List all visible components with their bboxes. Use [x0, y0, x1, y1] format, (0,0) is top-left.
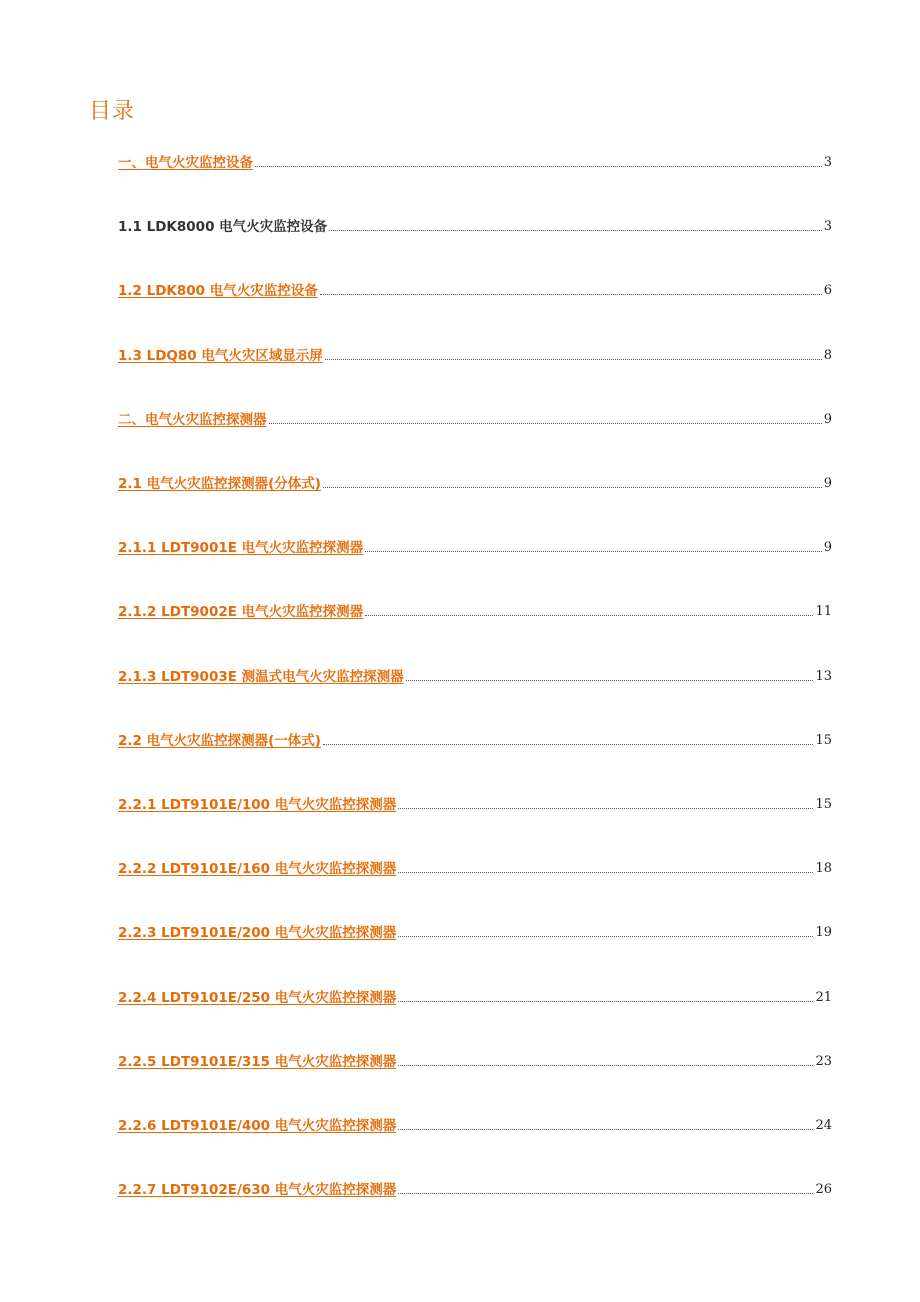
- toc-entry-page-number: 26: [815, 1182, 832, 1198]
- toc-entry-label[interactable]: 2.2.2 LDT9101E/160 电气火灾监控探测器: [118, 861, 397, 878]
- toc-dot-leader: [325, 359, 822, 360]
- toc-dot-leader: [269, 423, 822, 424]
- toc-entry-label[interactable]: 2.2.3 LDT9101E/200 电气火灾监控探测器: [118, 925, 397, 942]
- toc-entry-label[interactable]: 二、电气火灾监控探测器: [118, 411, 267, 428]
- toc-entry-label[interactable]: 2.2.4 LDT9101E/250 电气火灾监控探测器: [118, 989, 397, 1006]
- toc-entry-label[interactable]: 1.2 LDK800 电气火灾监控设备: [118, 283, 318, 300]
- toc-dot-leader: [398, 936, 813, 937]
- toc-entry-page-number: 19: [815, 925, 832, 941]
- toc-entry-page-number: 15: [815, 732, 832, 748]
- toc-dot-leader: [406, 680, 814, 681]
- toc-dot-leader: [365, 615, 813, 616]
- toc-entry[interactable]: [118, 856, 832, 878]
- toc-entry[interactable]: [118, 343, 832, 365]
- toc-entry-label[interactable]: 1.3 LDQ80 电气火灾区域显示屏: [118, 347, 323, 364]
- toc-entry-page-number: 23: [815, 1053, 832, 1069]
- toc-entry-page-number: 9: [823, 411, 832, 427]
- toc-entry-label[interactable]: 2.2.1 LDT9101E/100 电气火灾监控探测器: [118, 797, 397, 813]
- toc-entry[interactable]: [118, 1113, 832, 1135]
- toc-entry-page-number: 24: [815, 1118, 832, 1133]
- toc-dot-leader: [398, 872, 813, 873]
- toc-entry-label[interactable]: 2.1.3 LDT9003E 测温式电气火灾监控探测器: [118, 668, 404, 685]
- toc-entry-label: 1.1 LDK8000 电气火灾监控设备: [118, 219, 328, 236]
- toc-entry-label[interactable]: 2.1.2 LDT9002E 电气火灾监控探测器: [118, 604, 364, 621]
- toc-entry-label[interactable]: 2.1 电气火灾监控探测器(分体式): [118, 476, 321, 492]
- toc-entry[interactable]: [118, 985, 832, 1007]
- toc-entry[interactable]: [118, 1177, 832, 1199]
- toc-entry-page-number: 8: [823, 347, 832, 363]
- toc-entry-label[interactable]: 2.2.7 LDT9102E/630 电气火灾监控探测器: [118, 1182, 397, 1199]
- toc-entry-page-number: 18: [815, 861, 832, 877]
- toc-entry-page-number: 15: [815, 797, 832, 812]
- toc-entry-page-number: 9: [823, 540, 832, 556]
- toc-dot-leader: [398, 1065, 813, 1066]
- toc-entry[interactable]: [118, 535, 832, 557]
- toc-dot-leader: [365, 551, 822, 552]
- toc-dot-leader: [398, 808, 813, 809]
- toc-entry[interactable]: [118, 278, 832, 300]
- toc-dot-leader: [323, 487, 822, 488]
- toc-entry[interactable]: [118, 792, 832, 814]
- toc-entry-label[interactable]: 2.1.1 LDT9001E 电气火灾监控探测器: [118, 540, 364, 557]
- toc-entry-page-number: 3: [823, 155, 832, 170]
- toc-entry-page-number: 6: [823, 283, 832, 299]
- toc-dot-leader: [398, 1129, 813, 1130]
- toc-entry[interactable]: [118, 920, 832, 942]
- toc-dot-leader: [398, 1001, 813, 1002]
- toc-entry-page-number: 3: [823, 219, 832, 235]
- toc-entry-page-number: 11: [815, 604, 832, 620]
- toc-entry[interactable]: [118, 599, 832, 621]
- toc-entry-label[interactable]: 2.2 电气火灾监控探测器(一体式): [118, 732, 321, 749]
- toc-dot-leader: [398, 1193, 813, 1194]
- toc-entry-label[interactable]: 2.2.5 LDT9101E/315 电气火灾监控探测器: [118, 1053, 397, 1070]
- toc-entry-label[interactable]: 一、电气火灾监控设备: [118, 155, 253, 171]
- toc-entry-label[interactable]: 2.2.6 LDT9101E/400 电气火灾监控探测器: [118, 1118, 397, 1134]
- toc-entry[interactable]: [118, 150, 832, 172]
- toc-dot-leader: [323, 744, 813, 745]
- toc-dot-leader: [320, 294, 822, 295]
- toc-entry[interactable]: [118, 471, 832, 493]
- toc-dot-leader: [329, 230, 822, 231]
- toc-entry[interactable]: [118, 1049, 832, 1071]
- toc-title: 目录: [89, 99, 136, 124]
- toc-entry[interactable]: [118, 728, 832, 750]
- toc-dot-leader: [255, 166, 822, 167]
- toc-entry-page-number: 13: [815, 668, 832, 684]
- toc-entry-page-number: 9: [823, 476, 832, 491]
- toc-entry: [118, 214, 832, 236]
- toc-entry-page-number: 21: [815, 989, 832, 1005]
- toc-entry[interactable]: [118, 664, 832, 686]
- toc-entry[interactable]: [118, 407, 832, 429]
